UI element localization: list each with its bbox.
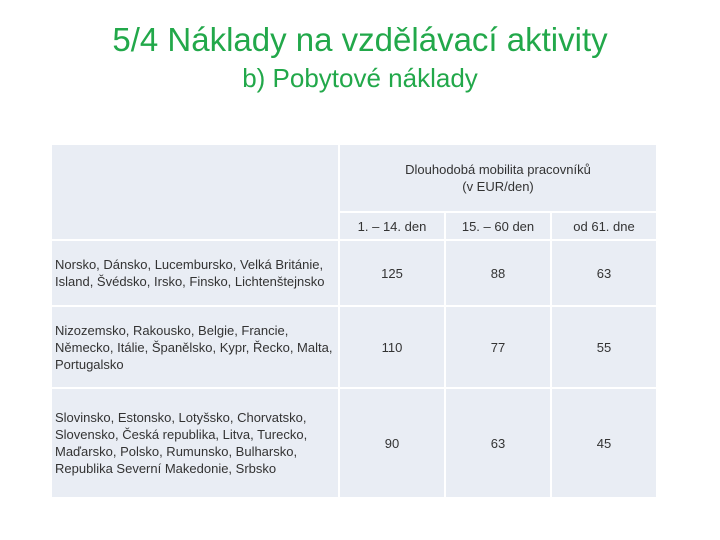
column-header-days-15-60: 15. – 60 den <box>446 213 550 239</box>
table-row <box>52 307 656 387</box>
country-group-cell: Slovinsko, Estonsko, Lotyšsko, Chorvatsko, Slovensko, Česká republika, Litva, Turecko, Maďarsko, Polsko, Rumunsko, Bulharsko, Republika Severní Makedonie, Srbsko <box>52 389 338 497</box>
country-group-cell: Norsko, Dánsko, Lucembursko, Velká Británie, Island, Švédsko, Irsko, Finsko, Lichtenštejnsko <box>52 241 338 305</box>
group-header <box>340 145 656 211</box>
rate-cell: 125 <box>340 241 444 305</box>
rate-cell: 88 <box>446 241 550 305</box>
table-corner-cell <box>52 145 338 239</box>
table-row <box>52 389 656 497</box>
rate-cell: 45 <box>552 389 656 497</box>
column-header-days-1-14: 1. – 14. den <box>340 213 444 239</box>
group-header-line1: Dlouhodobá mobilita pracovníků <box>405 162 591 177</box>
rate-cell: 55 <box>552 307 656 387</box>
rate-cell: 63 <box>446 389 550 497</box>
country-group-cell: Nizozemsko, Rakousko, Belgie, Francie, Německo, Itálie, Španělsko, Kypr, Řecko, Malta, Portugalsko <box>52 307 338 387</box>
table-header-row <box>52 145 656 211</box>
rates-table <box>50 143 658 499</box>
rate-cell: 77 <box>446 307 550 387</box>
table-row <box>52 241 656 305</box>
rate-cell: 63 <box>552 241 656 305</box>
rate-cell: 90 <box>340 389 444 497</box>
group-header-line2: (v EUR/den) <box>462 179 534 194</box>
page-title: 5/4 Náklady na vzdělávací aktivity <box>112 21 608 58</box>
column-header-day-61-plus: od 61. dne <box>552 213 656 239</box>
page-subtitle: b) Pobytové náklady <box>242 63 478 93</box>
rate-cell: 110 <box>340 307 444 387</box>
